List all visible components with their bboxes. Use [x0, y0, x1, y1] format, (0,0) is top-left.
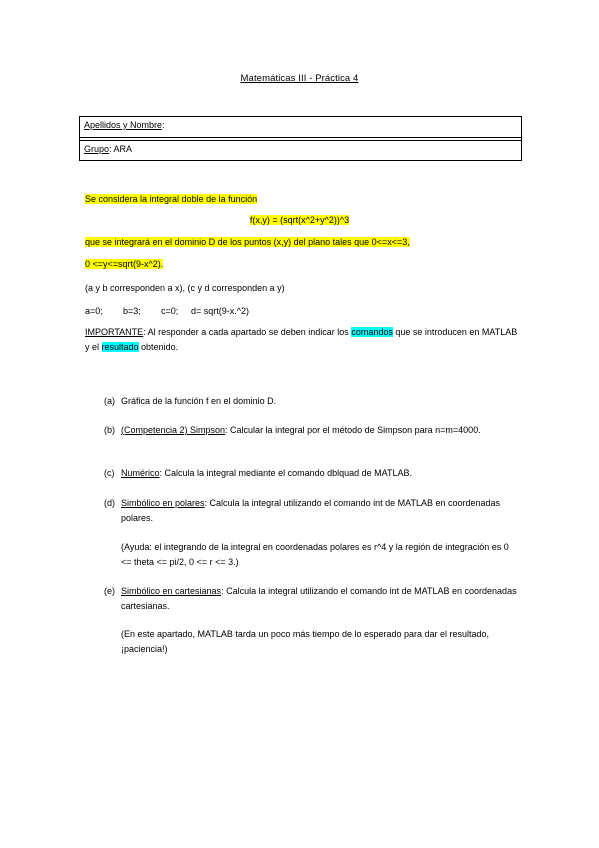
item-title: Numérico — [121, 468, 160, 478]
function-line — [0, 215, 599, 225]
item-label: (c) — [104, 468, 115, 478]
cartesian-note: (En este apartado, MATLAB tarda un poco más tiempo de lo esperado para dar el resultado, ¡paciencia!) — [121, 629, 490, 654]
item-title: Simbólico en cartesianas — [121, 586, 222, 596]
item-label: (a) — [104, 396, 115, 406]
limits-line — [85, 306, 249, 316]
highlight-resultado: resultado — [101, 342, 139, 352]
domain-line-2 — [85, 259, 163, 269]
domain-line-1 — [85, 237, 410, 247]
item-label: (b) — [104, 425, 115, 435]
item-text: (Competencia 2) Simpson: Calcular la integral por el método de Simpson para n=m=4000. — [121, 425, 481, 435]
item-title: Simbólico en polares — [121, 498, 205, 508]
name-colon: : — [162, 120, 165, 130]
polar-help-note: (Ayuda: el integrando de la integral en coordenadas polares es r^4 y la región de integración es 0 <= theta <= pi/2, 0 <= r <= 3.) — [121, 542, 509, 567]
group-label: Grupo — [84, 144, 110, 154]
group-value: : ARA — [109, 144, 133, 154]
limit-a: a=0; — [85, 306, 103, 316]
correspondence-line: (a y b corresponden a x), (c y d corresponden a y) — [85, 283, 285, 293]
item-title: (Competencia 2) Simpson — [121, 425, 226, 435]
item-c — [104, 466, 524, 481]
item-label: (e) — [104, 586, 115, 596]
item-d — [104, 496, 524, 526]
item-text: Simbólico en polares: Calcula la integral utilizando el comando int de MATLAB en coordenadas polares. — [121, 498, 501, 523]
important-label: IMPORTANTE — [85, 327, 144, 337]
item-b — [104, 423, 524, 438]
group-row — [80, 140, 521, 160]
domain-text-2: 0 <=y<=sqrt(9-x^2). — [85, 259, 164, 269]
highlight-comandos: comandos — [351, 327, 393, 337]
item-label: (d) — [104, 498, 115, 508]
item-text: Simbólico en cartesianas: Calcula la integral utilizando el comando int de MATLAB en coordenadas cartesianas. — [121, 586, 517, 611]
page-title: Matemáticas III - Práctica 4 — [240, 73, 359, 84]
domain-text-1: que se integrará en el dominio D de los puntos (x,y) del plano tales que 0<=x<=3, — [85, 237, 410, 247]
name-row — [80, 117, 521, 137]
item-a — [104, 394, 524, 409]
limit-c: c=0; — [161, 306, 179, 316]
statement-intro: Se considera la integral doble de la función — [85, 194, 258, 204]
item-text: Gráfica de la función f en el dominio D. — [121, 396, 277, 406]
function-definition: f(x,y) = (sqrt(x^2+y^2))^3 — [249, 215, 350, 225]
item-text: Numérico: Calcula la integral mediante el comando dblquad de MATLAB. — [121, 468, 412, 478]
item-e — [104, 584, 524, 614]
statement-intro-line — [85, 194, 257, 204]
limit-d: d= sqrt(9-x.^2) — [191, 306, 249, 316]
limit-b: b=3; — [123, 306, 141, 316]
important-paragraph: IMPORTANTE: Al responder a cada apartado se deben indicar los comandos que se introducen en MATLAB y el resultado obtenido. — [85, 327, 518, 352]
student-info-table — [79, 116, 522, 161]
name-label: Apellidos y Nombre — [84, 120, 163, 130]
